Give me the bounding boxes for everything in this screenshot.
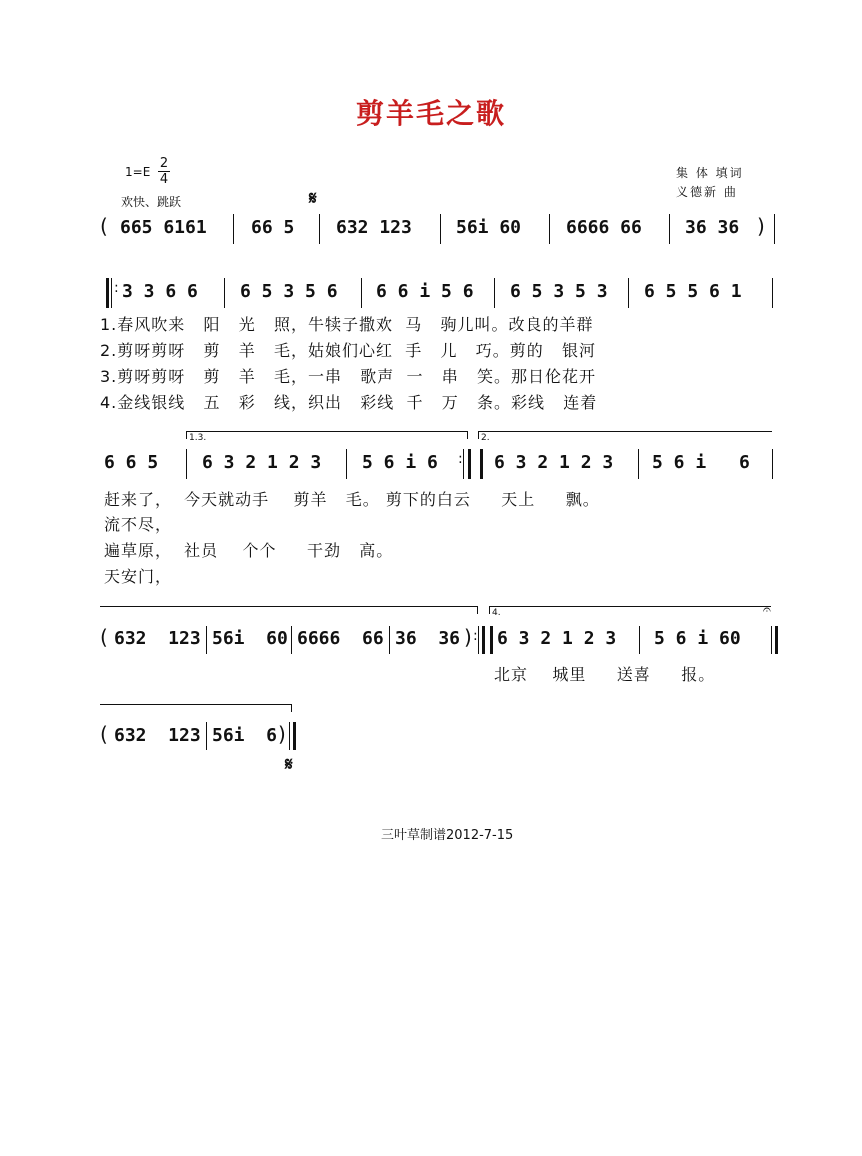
footer-credit: 三叶草制谱2012-7-15 xyxy=(381,828,514,843)
interlude-measure-2: 56i 60 xyxy=(212,628,288,649)
volta-1-3-label: 1.3. xyxy=(189,433,207,443)
lyric-verse-3: 3.剪呀剪呀 剪 羊 毛，一串 歌声 一 串 笑。那日伦花开 xyxy=(100,367,596,386)
coda-measure-2: 56i 6 xyxy=(212,725,278,746)
key-signature: 1=E xyxy=(125,165,151,179)
interlude-measure-3: 6666 66 xyxy=(297,628,384,649)
lyricist-credit: 集 体 填词 xyxy=(676,166,744,180)
line3-measure-4: 6 3 2 1 2 3 xyxy=(494,452,614,473)
ending-measure-1: 6 3 2 1 2 3 xyxy=(497,628,617,649)
line3-measure-3: 5 6 i 6 xyxy=(362,452,438,473)
lyric-ending: 北京 城里 送喜 报。 xyxy=(494,665,716,684)
volta-2-label: 2. xyxy=(481,433,490,443)
lyric-verse-4: 4.金线银线 五 彩 线，织出 彩线 千 万 条。彩线 连着 xyxy=(100,393,598,412)
coda-measure-1: 632 123 xyxy=(114,725,201,746)
coda-close-paren: ) xyxy=(278,722,286,746)
lyric-line3-2: 流不尽， xyxy=(104,515,173,534)
line3-measure-2: 6 3 2 1 2 3 xyxy=(202,452,322,473)
tempo-marking: 欢快、跳跃 xyxy=(121,195,182,209)
ending-measure-2: 5 6 i 60 xyxy=(654,628,741,649)
time-signature xyxy=(158,157,170,186)
verse-measure-1: 3 3 6 6 xyxy=(122,281,198,302)
verse-measure-3: 6 6 i 5 6 xyxy=(376,281,474,302)
segno-icon-end: 𝄋 xyxy=(285,754,293,775)
verse-measure-2: 6 5 3 5 6 xyxy=(240,281,338,302)
intro-close-paren: ) xyxy=(757,214,765,238)
song-title: 剪羊毛之歌 xyxy=(355,97,506,130)
line3-measure-6: 6 xyxy=(739,452,750,473)
lyric-line3-1: 赶来了， 今天就动手 剪羊 毛。 剪下的白云 天上 飘。 xyxy=(104,490,600,509)
intro-measure-2: 66 5 xyxy=(251,217,295,238)
composer-credit: 义德新 曲 xyxy=(676,185,738,199)
lyric-verse-1: 1.春风吹来 阳 光 照，牛犊子撒欢 马 驹儿叫。改良的羊群 xyxy=(100,315,594,334)
lyric-line3-3: 遍草原， 社员 个个 干劲 高。 xyxy=(104,541,394,560)
interlude-open-paren: ( xyxy=(100,625,108,649)
lyric-line3-4: 天安门， xyxy=(104,567,173,586)
verse-measure-4: 6 5 3 5 3 xyxy=(510,281,608,302)
line3-measure-1: 6 6 5 xyxy=(104,452,159,473)
interlude-measure-1: 632 123 xyxy=(114,628,201,649)
intro-measure-4: 56i 60 xyxy=(456,217,522,238)
intro-measure-5: 6666 66 xyxy=(566,217,642,238)
intro-measure-6: 36 36 xyxy=(685,217,740,238)
time-numerator: 2 xyxy=(159,156,169,171)
coda-open-paren: ( xyxy=(100,722,108,746)
segno-icon: 𝄋 xyxy=(309,188,317,209)
time-denominator: 4 xyxy=(159,172,169,187)
verse-measure-5: 6 5 5 6 1 xyxy=(644,281,742,302)
lyric-verse-2: 2.剪呀剪呀 剪 羊 毛，姑娘们心红 手 儿 巧。剪的 银河 xyxy=(100,341,596,360)
interlude-measure-4: 36 36 xyxy=(395,628,461,649)
intro-measure-1: 665 6161 xyxy=(120,217,207,238)
intro-measure-3: 632 123 xyxy=(336,217,412,238)
fermata-icon: 𝄐 xyxy=(763,602,771,618)
intro-open-paren: ( xyxy=(100,214,108,238)
volta-4-label: 4. xyxy=(492,608,501,618)
line3-measure-5: 5 6 i xyxy=(652,452,707,473)
interlude-close-paren: ) xyxy=(464,625,472,649)
